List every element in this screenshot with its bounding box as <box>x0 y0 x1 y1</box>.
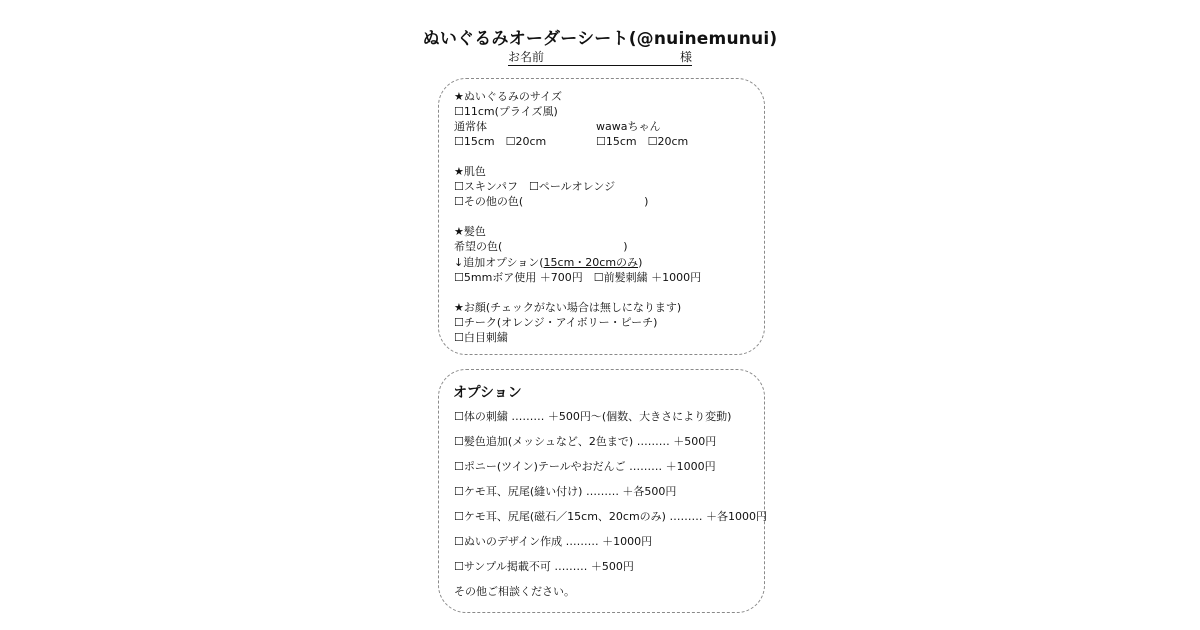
name-suffix: 様 <box>679 50 692 64</box>
wawa-label: wawaちゃん <box>596 120 661 133</box>
face-heading: ★お顔(チェックがない場合は無しになります) <box>454 301 682 314</box>
option-item[interactable]: ☐髪色追加(メッシュなど、2色まで) ……… ＋500円 <box>454 435 717 448</box>
option-item[interactable]: ☐体の刺繍 ……… ＋500円〜(個数、大きさにより変動) <box>454 410 732 423</box>
options-footer: その他ご相談ください。 <box>454 585 575 598</box>
option-item[interactable]: ☐ポニー(ツイン)テールやおだんご ……… ＋1000円 <box>454 460 716 473</box>
wawa-size-checkboxes[interactable]: ☐15cm ☐20cm <box>596 135 689 148</box>
normal-size-checkboxes[interactable]: ☐15cm ☐20cm <box>454 135 547 148</box>
cheek-checkbox[interactable]: ☐チーク(オレンジ・アイボリー・ピーチ) <box>454 316 658 329</box>
option-item[interactable]: ☐ケモ耳、尻尾(磁石／15cm、20cmのみ) ……… ＋各1000円 <box>454 510 767 523</box>
hair-addon-checkboxes[interactable]: ☐5mmボア使用 ＋700円 ☐前髪刺繍 ＋1000円 <box>454 271 702 284</box>
option-item[interactable]: ☐サンプル掲載不可 ……… ＋500円 <box>454 560 634 573</box>
hair-heading: ★髪色 <box>454 225 486 238</box>
option-item[interactable]: ☐ぬいのデザイン作成 ……… ＋1000円 <box>454 535 653 548</box>
hair-color-field[interactable]: 希望の色( ) <box>454 240 628 253</box>
sheet-title: ぬいぐるみオーダーシート(@nuinemunui) <box>422 29 778 49</box>
skin-other-field[interactable]: ☐その他の色( ) <box>454 195 649 208</box>
addon-prefix: ↓追加オプション( <box>454 256 544 269</box>
name-field[interactable] <box>508 48 692 66</box>
name-label: お名前 <box>508 50 545 64</box>
addon-suffix: ) <box>638 256 643 269</box>
hair-addon-note <box>454 256 642 270</box>
size-prize-checkbox[interactable]: ☐11cm(プライズ風) <box>454 105 558 118</box>
options-heading: オプション <box>453 385 522 401</box>
size-heading: ★ぬいぐるみのサイズ <box>454 90 562 103</box>
normal-body-label: 通常体 <box>454 120 487 133</box>
option-item[interactable]: ☐ケモ耳、尻尾(縫い付け) ……… ＋各500円 <box>454 485 677 498</box>
addon-size-note: 15cm・20cmのみ <box>543 256 639 269</box>
skin-heading: ★肌色 <box>454 165 486 178</box>
eye-embroidery-checkbox[interactable]: ☐白目刺繍 <box>454 331 508 344</box>
skin-options[interactable]: ☐スキンパフ ☐ペールオレンジ <box>454 180 616 193</box>
